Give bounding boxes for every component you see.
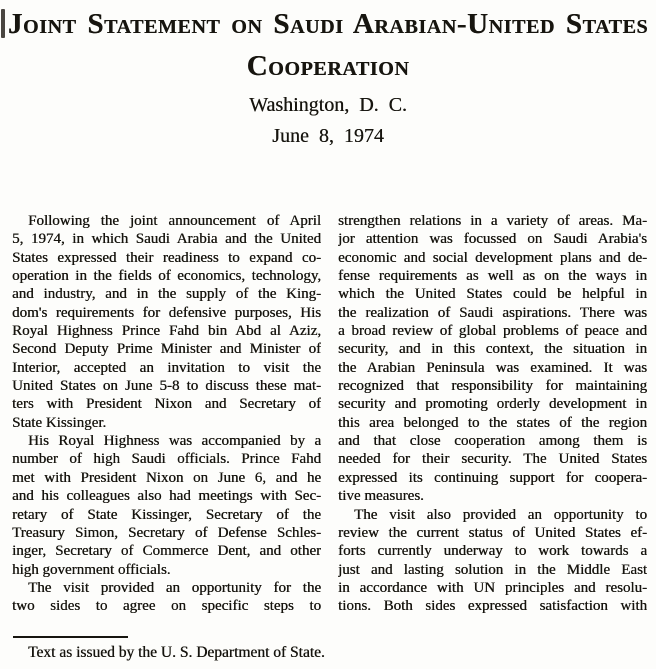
text-line: and that close cooperation among them is [338, 433, 647, 450]
title-line-1: Joint Statement on Saudi Arabian-United States [7, 8, 649, 40]
text-line: security and promoting orderly development in [338, 396, 647, 413]
left-column [12, 212, 321, 616]
text-line: which the United States could be helpful in [338, 286, 647, 303]
text-line: fense requirements as well as on the ways in [338, 268, 647, 285]
text-line: the Arabian Peninsula was examined. It was [338, 359, 647, 376]
text-line: security, and in this context, the situation in [338, 341, 647, 358]
text-line: 5, 1974, in which Saudi Arabia and the United [12, 231, 321, 248]
text-line: His Royal Highness was accompanied by a [28, 433, 321, 450]
text-line: tive measures. [338, 488, 424, 505]
text-line: a broad review of global problems of peace and [338, 323, 647, 340]
right-column [338, 212, 647, 616]
text-line: needed for their security. The United States [338, 451, 647, 468]
text-line: inger, Secretary of Commerce Dent, and other [12, 543, 321, 560]
text-line: and his colleagues also had meetings with Sec- [12, 488, 321, 505]
text-line: Royal Highness Prince Fahd bin Abd al Aziz, [12, 323, 321, 340]
text-line: forts currently underway to work towards a [338, 543, 647, 560]
paragraph [338, 506, 647, 616]
text-line: States expressed their readiness to expand co- [12, 249, 321, 266]
text-line: number of high Saudi officials. Prince Fahd [12, 451, 321, 468]
footnote [13, 630, 643, 662]
text-line: strengthen relations in a variety of areas. Ma- [338, 213, 647, 229]
text-line: two sides to agree on specific steps to [12, 598, 321, 615]
text-line: dom's requirements for defensive purposes, His [12, 304, 321, 321]
text-line: State Kissinger. [12, 414, 107, 431]
paragraph [12, 432, 321, 579]
paragraph [338, 212, 647, 506]
text-line: the realization of Saudi aspirations. There was [338, 304, 647, 321]
text-line: high government officials. [12, 561, 171, 578]
text-line: retary of State Kissinger, Secretary of the [12, 506, 321, 523]
text-line: The visit also provided an opportunity to [354, 506, 647, 523]
title-line-2: Cooperation [246, 50, 410, 82]
document-header [0, 0, 656, 148]
text-line: Treasury Simon, Secretary of Defense Schles- [12, 524, 321, 541]
text-line: this area belonged to the states of the region [338, 414, 647, 431]
text-line: met with President Nixon on June 6, and he [12, 469, 321, 486]
footnote-text: Text as issued by the U. S. Department of State. [28, 644, 325, 661]
text-line: United States on June 5-8 to discuss these mat- [12, 378, 321, 395]
text-line: The visit provided an opportunity for the [28, 579, 321, 596]
text-line: economic and social development plans and de- [338, 249, 647, 266]
paragraph [12, 579, 321, 616]
document-title [0, 7, 656, 83]
document-body [12, 212, 647, 616]
dateline-place: Washington, D. C. [249, 94, 407, 116]
text-line: Interior, accepted an invitation to visit the [12, 359, 321, 376]
text-line: recognized that responsibility for maintaining [338, 378, 647, 395]
text-line: Second Deputy Prime Minister and Minister of [12, 341, 321, 358]
paragraph [12, 212, 321, 432]
text-line: Following the joint announcement of April [28, 213, 321, 229]
text-line: and industry, and in the supply of the King- [12, 286, 321, 303]
text-line: jor attention was focussed on Saudi Arabia's [338, 231, 647, 248]
dateline-date: June 8, 1974 [272, 125, 384, 147]
text-line: just and lasting solution in the Middle East [338, 561, 647, 578]
text-line: operation in the fields of economics, technology, [12, 268, 321, 285]
text-line: tions. Both sides expressed satisfaction with [338, 598, 647, 615]
footnote-rule [13, 636, 128, 638]
text-line: review the current status of United States ef- [338, 524, 647, 541]
text-line: in accordance with UN principles and resolu- [338, 579, 647, 596]
text-line: expressed its continuing support for coopera- [338, 469, 647, 486]
text-line: ters with President Nixon and Secretary of [12, 396, 321, 413]
